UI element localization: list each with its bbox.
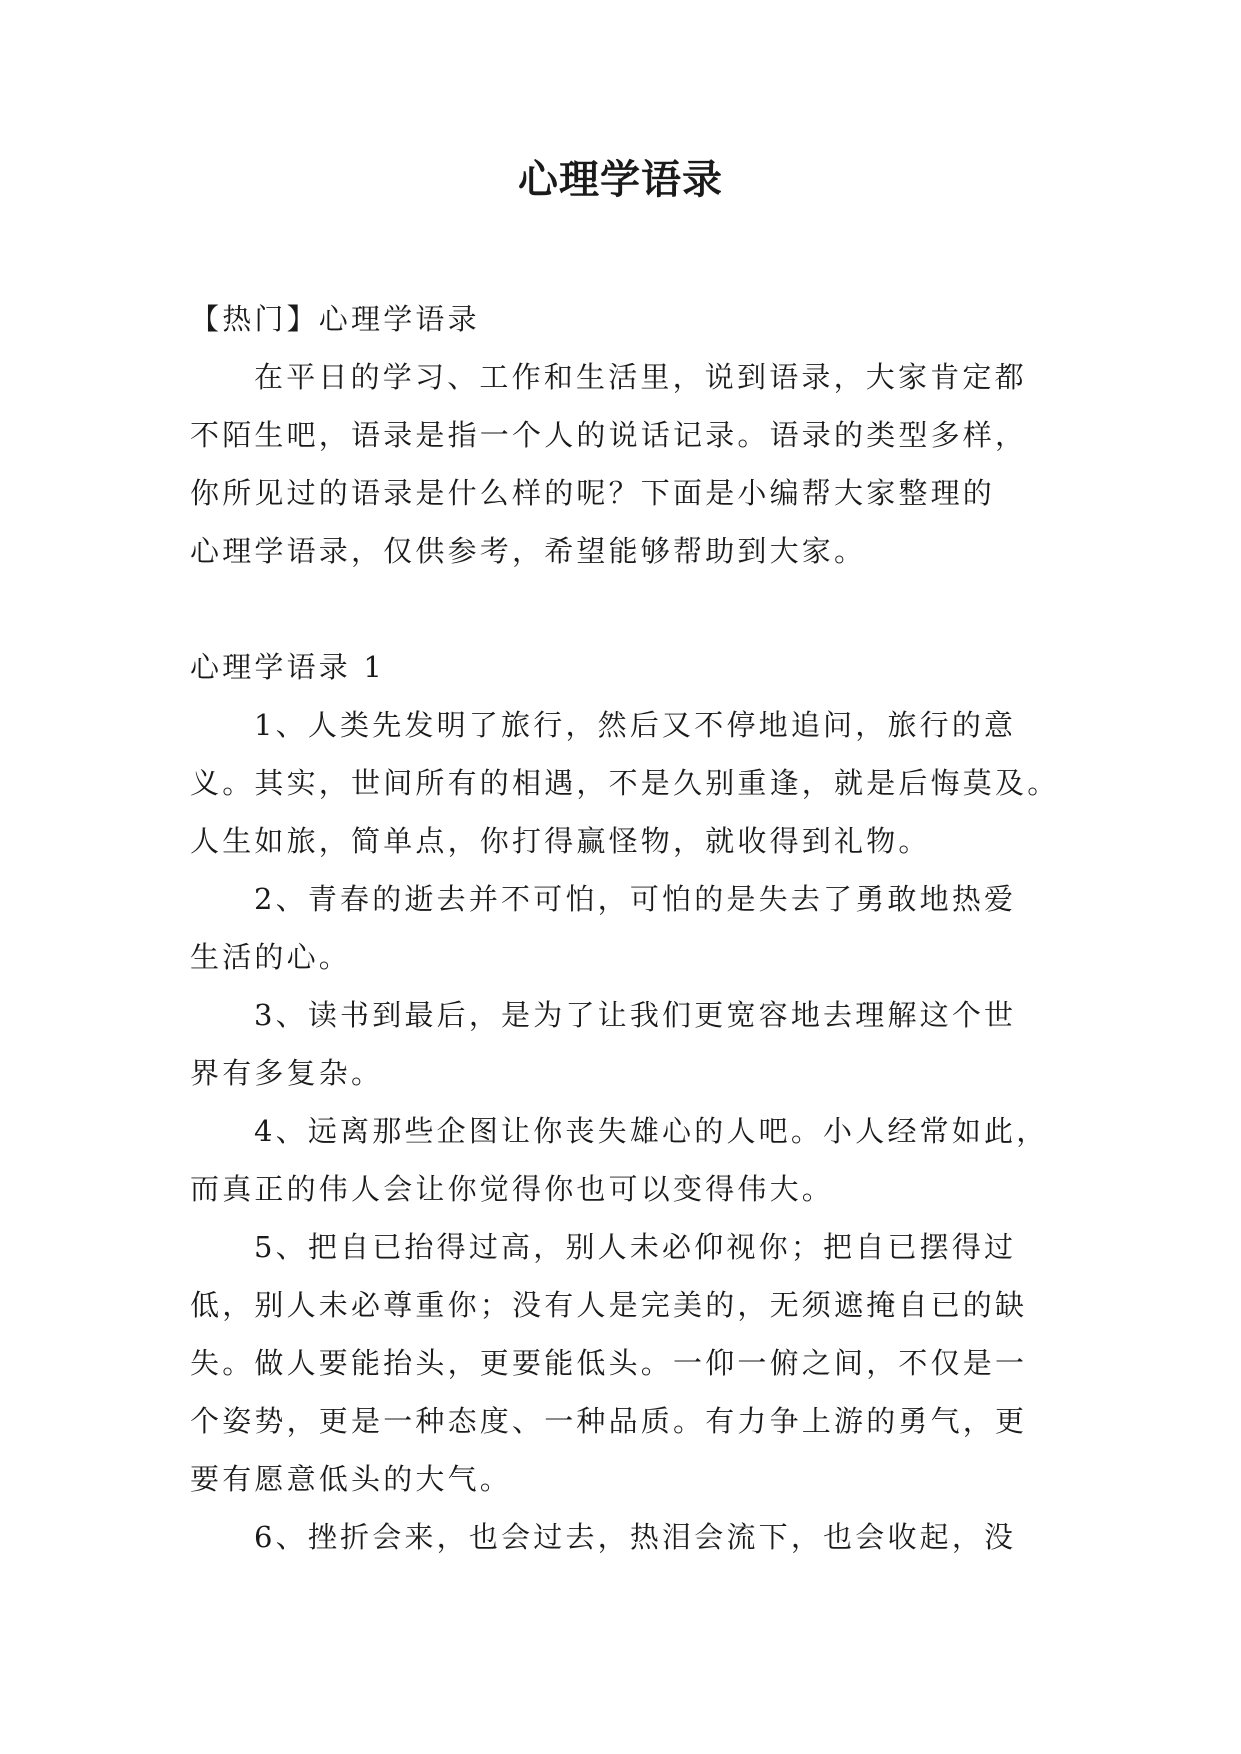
quote-line: 个姿势，更是一种态度、一种品质。有力争上游的勇气，更	[190, 1404, 1028, 1438]
quote-item-3	[190, 986, 1062, 1102]
quote-line: 5、把自已抬得过高，别人未必仰视你；把自已摆得过	[254, 1230, 1017, 1264]
quote-line: 1、人类先发明了旅行，然后又不停地追问，旅行的意	[254, 708, 1017, 742]
quote-line: 6、挫折会来，也会过去，热泪会流下，也会收起，没	[254, 1520, 1017, 1554]
quote-line: 低，别人未必尊重你；没有人是完美的，无须遮掩自已的缺	[190, 1288, 1028, 1322]
document-body	[190, 290, 1062, 1566]
quote-line: 生活的心。	[190, 940, 352, 974]
quote-line: 而真正的伟人会让你觉得你也可以变得伟大。	[190, 1172, 835, 1206]
intro-line: 在平日的学习、工作和生活里，说到语录，大家肯定都	[254, 360, 1027, 394]
quote-item-5	[190, 1218, 1062, 1508]
section-title: 心理学语录 1	[190, 650, 386, 684]
quote-item-4	[190, 1102, 1062, 1218]
paragraph-gap	[190, 580, 1062, 638]
intro-line: 不陌生吧，语录是指一个人的说话记录。语录的类型多样，	[190, 418, 1028, 452]
intro-line: 心理学语录，仅供参考，希望能够帮助到大家。	[190, 534, 867, 568]
quote-line: 要有愿意低头的大气。	[190, 1462, 513, 1496]
quote-line: 失。做人要能抬头，更要能低头。一仰一俯之间，不仅是一	[190, 1346, 1028, 1380]
quote-line: 界有多复杂。	[190, 1056, 384, 1090]
document-title: 心理学语录	[518, 156, 723, 203]
quote-line: 2、青春的逝去并不可怕，可怕的是失去了勇敢地热爱	[254, 882, 1017, 916]
quote-line: 人生如旅，简单点，你打得赢怪物，就收得到礼物。	[190, 824, 931, 858]
intro-paragraph	[190, 348, 1062, 580]
quote-item-2	[190, 870, 1062, 986]
quote-item-6	[190, 1508, 1062, 1566]
quote-item-1	[190, 696, 1062, 870]
quote-line: 义。其实，世间所有的相遇，不是久别重逢，就是后悔莫及。	[190, 766, 1060, 800]
quote-line: 3、读书到最后，是为了让我们更宽容地去理解这个世	[254, 998, 1017, 1032]
intro-line: 你所见过的语录是什么样的呢？下面是小编帮大家整理的	[190, 476, 996, 510]
quote-line: 4、远离那些企图让你丧失雄心的人吧。小人经常如此，	[254, 1114, 1049, 1148]
heading-line: 【热门】心理学语录	[190, 302, 480, 336]
